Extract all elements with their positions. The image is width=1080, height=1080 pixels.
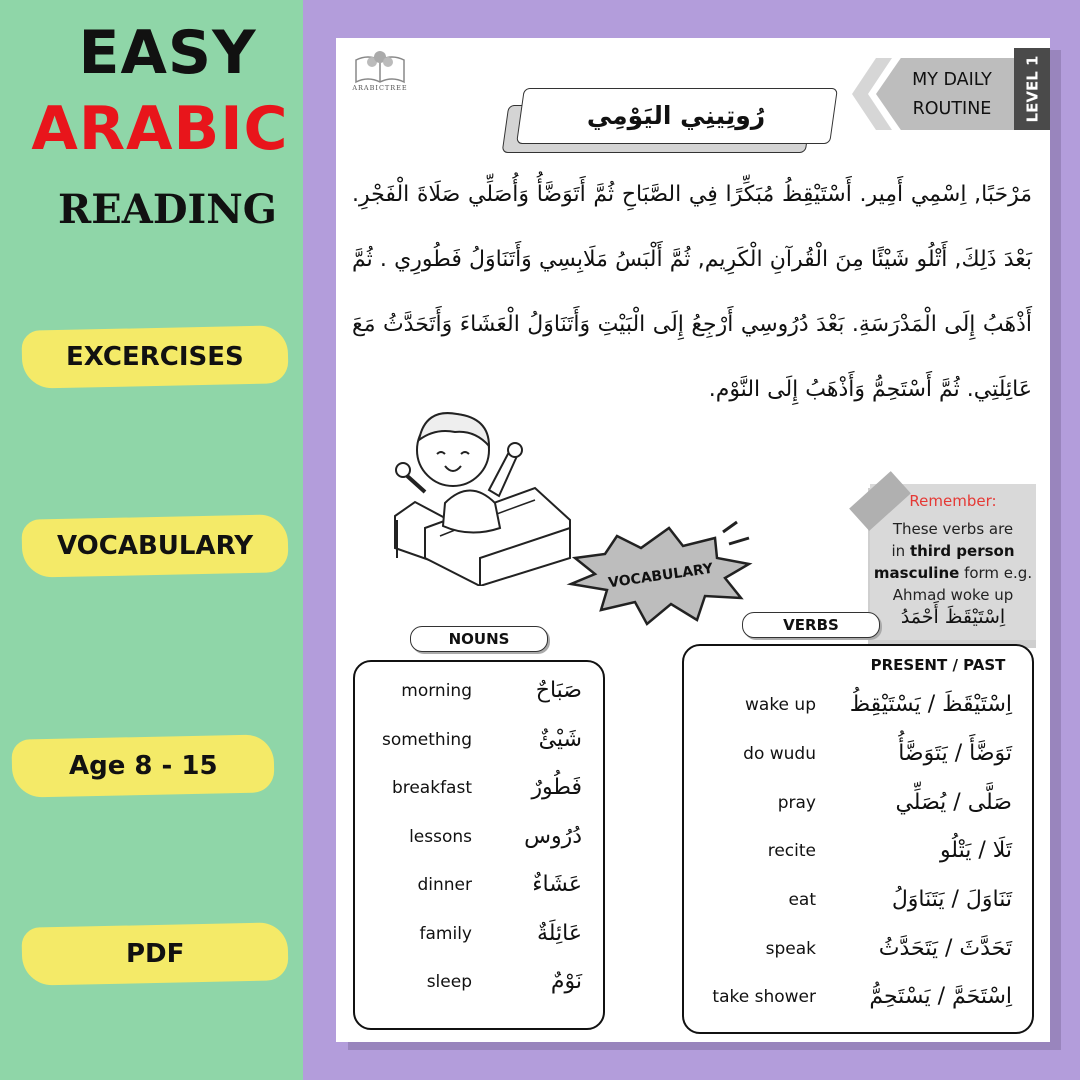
- verb-ar: اِسْتَيْقَظَ / يَسْتَيْقِظُ: [849, 692, 1012, 717]
- verb-row: [690, 887, 1020, 912]
- verb-row: [690, 838, 1020, 863]
- noun-en: lessons: [409, 826, 472, 847]
- routine-tag-line2: ROUTINE: [912, 99, 992, 119]
- noun-row: [360, 824, 590, 849]
- noun-en: something: [381, 729, 472, 750]
- note-line4: Ahmad woke up: [892, 586, 1014, 604]
- vocabulary-burst-icon: [565, 518, 757, 630]
- noun-ar: شَيْئٌ: [538, 727, 582, 752]
- reading-passage: مَرْحَبًا, اِسْمِي أَمِير. أَسْتَيْقِظُ مُبَكِّرًا فِي الصَّبَاحِ ثُمَّ أَتَوَضَّأُ وَأُصَلِّي صَلَاةَ الْفَجْرِ. بَعْدَ ذَلِكَ, أَتْلُو شَيْئًا مِنَ الْقُرآنِ الْكَرِيم, ثُمَّ أَلْبَسُ مَلَابِسِي وَأَتَنَاوَلُ فَطُورِي . ثُمَّ أَذْهَبُ إِلَى الْمَدْرَسَةِ. بَعْدَ دُرُوسِي أَرْجِعُ إِلَى الْبَيْتِ وَأَتَنَاوَلُ الْعَشَاءَ وَأَتَحَدَّثُ مَعَ عَائِلَتِي. ثُمَّ أَسْتَحِمُّ وَأَذْهَبُ إِلَى النَّوْم.: [352, 182, 1032, 402]
- note-line3-b: form e.g.: [959, 564, 1033, 582]
- verb-row: [690, 741, 1020, 766]
- verb-ar: تَنَاوَلَ / يَتَنَاوَلُ: [891, 887, 1012, 912]
- verb-row: [690, 936, 1020, 961]
- noun-row: [360, 775, 590, 800]
- note-body: [870, 518, 1036, 606]
- noun-ar: نَوْمٌ: [550, 969, 582, 994]
- title-reading: READING: [58, 186, 277, 233]
- pill-vocabulary-label: VOCABULARY: [56, 531, 254, 562]
- noun-ar: عَشَاءٌ: [532, 872, 582, 897]
- noun-row: [360, 969, 590, 994]
- verb-ar: صَلَّى / يُصَلِّي: [895, 790, 1012, 815]
- routine-tag-text: [890, 60, 1014, 130]
- pill-pdf-label: PDF: [125, 939, 185, 969]
- noun-en: family: [419, 923, 472, 944]
- noun-en: morning: [401, 680, 472, 701]
- noun-en: dinner: [417, 874, 472, 895]
- note-title: Remember:: [909, 492, 997, 510]
- note-line1: These verbs are: [892, 520, 1014, 538]
- routine-tag-line1: MY DAILY: [912, 70, 992, 90]
- verb-en: take shower: [712, 986, 816, 1007]
- noun-row: [360, 727, 590, 752]
- logo-text: ARABICTREE: [352, 84, 408, 92]
- note-line2-a: in: [891, 542, 910, 560]
- note-line2-b: third person: [909, 542, 1015, 560]
- pill-vocabulary: [21, 514, 288, 578]
- verbs-label: VERBS: [742, 612, 880, 638]
- pill-exercises-label: EXCERCISES: [66, 342, 244, 372]
- level-tag-text: [1014, 48, 1050, 130]
- noun-ar: فَطُورٌ: [531, 775, 582, 800]
- noun-row: [360, 678, 590, 703]
- noun-row: [360, 872, 590, 897]
- noun-ar: عَائِلَةٌ: [536, 921, 582, 946]
- verb-row: [690, 790, 1020, 815]
- verb-en: speak: [765, 938, 816, 959]
- title-easy: EASY: [78, 18, 257, 88]
- verb-en: do wudu: [743, 743, 816, 764]
- noun-en: sleep: [426, 971, 472, 992]
- noun-row: [360, 921, 590, 946]
- verb-row: [690, 692, 1020, 717]
- present-past-header: PRESENT / PAST: [870, 656, 1006, 674]
- note-line2: [870, 540, 1036, 562]
- verb-en: eat: [788, 889, 816, 910]
- nouns-label: NOUNS: [410, 626, 548, 652]
- note-arabic-example: اِسْتَيْقَظَ أَحْمَدُ: [900, 606, 1006, 628]
- verb-ar: تَلَا / يَتْلُو: [939, 838, 1012, 863]
- noun-ar: صَبَاحٌ: [535, 678, 582, 703]
- verb-ar: تَوَضَّأَ / يَتَوَضَّأُ: [898, 741, 1012, 766]
- pill-pdf: [21, 922, 288, 986]
- pill-exercises: [21, 325, 288, 389]
- verb-en: recite: [767, 840, 816, 861]
- verb-en: wake up: [745, 694, 816, 715]
- verb-ar: تَحَدَّثَ / يَتَحَدَّثُ: [878, 936, 1012, 961]
- pill-age: [11, 734, 274, 797]
- noun-en: breakfast: [391, 777, 472, 798]
- noun-ar: دُرُوس: [524, 824, 582, 849]
- vocabulary-burst-text: VOCABULARY: [607, 560, 715, 592]
- verb-ar: اِسْتَحَمَّ / يَسْتَحِمُّ: [869, 984, 1012, 1009]
- note-line3: [870, 562, 1036, 584]
- pill-age-label: Age 8 - 15: [68, 751, 218, 781]
- level-label: LEVEL 1: [1023, 55, 1042, 123]
- boy-waking-up-illustration-icon: [385, 408, 585, 586]
- note-line3-a: masculine: [873, 564, 960, 582]
- worksheet-title: رُوتِينِي اليَوْمِي: [586, 100, 766, 130]
- title-arabic: ARABIC: [31, 94, 289, 164]
- verb-row: [690, 984, 1020, 1009]
- verb-en: pray: [777, 792, 816, 813]
